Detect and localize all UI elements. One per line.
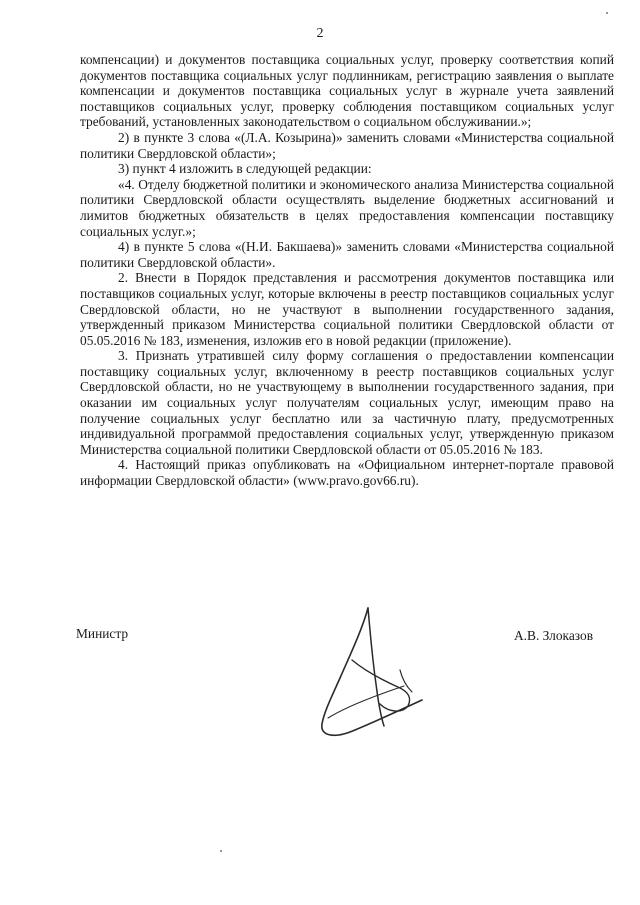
page-number: 2: [316, 26, 324, 41]
scan-speck: [606, 12, 608, 14]
document-body: [80, 52, 614, 489]
paragraph: компенсации) и документов поставщика социальных услуг, проверку соответствия копий документов поставщика социальных услуг подлинникам, регистрацию заявления о выплате компенсации и документов поставщика социальных услуг в журнале учета заявлений поставщиков социальных услуг, проверку соблюдения поставщиком социальных услуг требований, установленных законодательством о социальном обслуживании.»;: [80, 52, 614, 130]
signatory-title: Министр: [76, 626, 129, 641]
signatory-name: А.В. Злоказов: [514, 628, 594, 643]
handwritten-signature: [304, 600, 434, 750]
paragraph: 3) пункт 4 изложить в следующей редакции:: [118, 161, 372, 177]
paragraph: 2. Внести в Порядок представления и рассмотрения документов поставщика или поставщиков социальных услуг, которые включены в реестр поставщиков социальных услуг Свердловской области, но не участвуют в выполнении государственного задания, утвержденный приказом Министерства социальной политики Свердловской области от 05.05.2016 № 183, изменения, изложив его в новой редакции (приложение).: [80, 270, 614, 348]
paragraph: «4. Отделу бюджетной политики и экономического анализа Министерства социальной политики Свердловской области осуществлять выделение бюджетных ассигнований и лимитов бюджетных обязательств в целях предоставления компенсации поставщику социальных услуг.»;: [80, 176, 614, 239]
paragraph: 3. Признать утратившей силу форму соглашения о предоставлении компенсации поставщику социальных услуг, включенному в реестр поставщиков социальных услуг Свердловской области, но не участвующему в выполнении государственного задания, при оказании им социальных услуг получателям социальных услуг, имеющим право на получение социальных услуг бесплатно или за частичную плату, предусмотренных индивидуальной программой предоставления социальных услуг, утвержденную приказом Министерства социальной политики Свердловской области от 05.05.2016 № 183.: [80, 348, 614, 457]
paragraph: 2) в пункте 3 слова «(Л.А. Козырина)» заменить словами «Министерства социальной политики Свердловской области»;: [80, 129, 614, 161]
paragraph: 4. Настоящий приказ опубликовать на «Официальном интернет-портале правовой информации Свердловской области» (www.pravo.gov66.ru).: [80, 457, 614, 489]
scan-speck: [220, 850, 222, 852]
paragraph: 4) в пункте 5 слова «(Н.И. Бакшаева)» заменить словами «Министерства социальной политики Свердловской области».: [80, 239, 614, 270]
